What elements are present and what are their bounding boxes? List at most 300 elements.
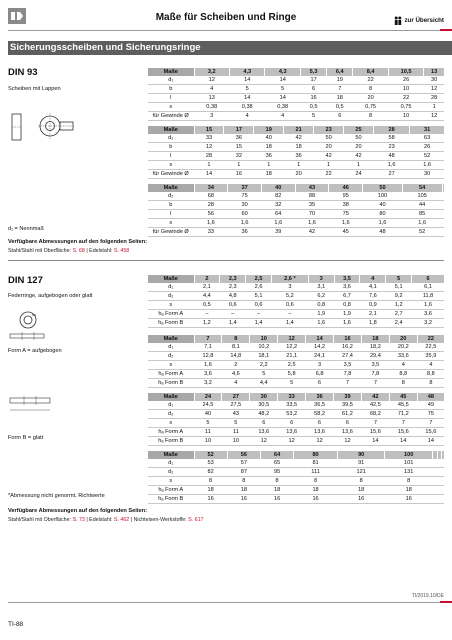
row-label: s <box>148 161 194 170</box>
table-cell: 48 <box>363 228 403 237</box>
table-cell: 20 <box>353 94 388 103</box>
table-cell: 11,8 <box>412 292 444 301</box>
table-cell: 12 <box>424 85 444 94</box>
din93-link-stainless[interactable]: S. 458 <box>113 248 130 254</box>
table-cell: 3,5 <box>334 275 360 283</box>
table-cell: 1,6 <box>363 219 403 228</box>
table-cell: 8 <box>417 379 444 388</box>
table-cell: 10 <box>194 437 222 446</box>
table-cell: 14 <box>417 437 444 446</box>
table-cell: 20 <box>314 143 344 152</box>
row-label: Maße <box>148 275 194 283</box>
table-cell: 30 <box>424 76 444 85</box>
table-cell: 95 <box>260 468 293 477</box>
table-cell: 18,1 <box>250 352 278 361</box>
table-cell: 1,9 <box>308 310 334 319</box>
table-cell: 6 <box>300 85 326 94</box>
table-cell: 33 <box>278 393 306 401</box>
table-cell: – <box>194 310 220 319</box>
table-cell: 33,5 <box>278 401 306 410</box>
table-cell: 48 <box>417 393 444 401</box>
table-cell: 21 <box>284 126 314 134</box>
table-cell: 8 <box>389 379 417 388</box>
table-cell: 36 <box>254 152 284 161</box>
table-cell: 7,8 <box>334 370 362 379</box>
din127-link-steel[interactable]: S. 73 <box>72 517 85 523</box>
table-cell: 8 <box>294 477 338 486</box>
table-cell <box>442 228 444 237</box>
din93-link-steel[interactable]: S. 68 <box>72 248 85 254</box>
table-cell: 6 <box>306 419 334 428</box>
table-cell: 32 <box>261 201 295 210</box>
table-cell: 39 <box>334 393 362 401</box>
row-label: hₐ Form A <box>148 428 194 437</box>
table-row <box>148 379 444 388</box>
table-cell: 16 <box>334 335 362 343</box>
din93-avail-line <box>8 248 129 254</box>
table-cell: 2,3 <box>220 275 246 283</box>
table-cell: 0,38 <box>194 103 229 112</box>
table-cell: 16 <box>227 495 260 504</box>
table-cell: 14,8 <box>222 352 250 361</box>
table-cell: 6,8 <box>306 370 334 379</box>
table-cell: 40 <box>254 134 284 143</box>
table-row <box>148 319 444 328</box>
table-cell: 48 <box>373 152 409 161</box>
header-divider <box>8 30 452 31</box>
table-cell: 1 <box>424 103 444 112</box>
table-row <box>148 283 444 292</box>
table-cell: 4,8 <box>220 292 246 301</box>
table-cell: 33 <box>194 228 228 237</box>
footer-accent-bar <box>440 601 452 603</box>
row-label: b <box>148 85 194 94</box>
row-label: d₁ <box>148 76 194 85</box>
table-cell: 48,2 <box>250 410 278 419</box>
table-cell: 13,6 <box>250 428 278 437</box>
table-cell: 25 <box>344 126 374 134</box>
table-cell: 36 <box>224 134 254 143</box>
table-cell: 16 <box>294 495 338 504</box>
table-cell: 7 <box>389 419 417 428</box>
table-row <box>148 401 444 410</box>
table-header-row <box>148 451 444 459</box>
table-cell: 0,38 <box>265 103 300 112</box>
table-cell: 31 <box>410 126 444 134</box>
table-cell: 4,4 <box>250 379 278 388</box>
table-cell: 95 <box>329 192 363 201</box>
row-label: d₂ <box>148 192 194 201</box>
table-cell: 14,2 <box>306 343 334 352</box>
table-row <box>148 410 444 419</box>
table-cell: 19 <box>254 126 284 134</box>
table-row <box>148 103 444 112</box>
table-cell: 8 <box>222 335 250 343</box>
table-cell: 17 <box>224 126 254 134</box>
table-cell: 49 <box>417 401 444 410</box>
table-cell: 8,1 <box>222 343 250 352</box>
table-cell: 42,5 <box>361 401 389 410</box>
table-cell: 44 <box>402 201 442 210</box>
row-label: d₂ <box>148 352 194 361</box>
table-cell: 18 <box>327 94 353 103</box>
table-cell: 3,5 <box>361 361 389 370</box>
table-row <box>148 301 444 310</box>
din127-avail-sep2: | Nichteisen-Werkstoffe: <box>129 517 189 523</box>
table-cell: 0,5 <box>194 301 220 310</box>
table-row <box>148 112 444 121</box>
row-label: s <box>148 103 194 112</box>
table-cell: 3 <box>271 283 308 292</box>
table-cell: 46 <box>329 184 363 192</box>
table-cell: 12 <box>250 437 278 446</box>
table-cell: 15,6 <box>389 428 417 437</box>
table-cell: 12 <box>334 437 362 446</box>
row-label: für Gewinde Ø <box>148 112 194 121</box>
din93-table-2 <box>148 126 444 179</box>
table-cell: 14 <box>194 170 224 179</box>
table-cell: 1,6 <box>412 301 444 310</box>
table-header-row <box>148 126 444 134</box>
table-cell: 16 <box>385 495 433 504</box>
table-cell: 13,6 <box>334 428 362 437</box>
row-label: hₐ Form A <box>148 486 194 495</box>
table-cell: 61,2 <box>334 410 362 419</box>
table-cell: 4 <box>229 112 264 121</box>
table-cell: 4,4 <box>194 292 220 301</box>
table-row <box>148 134 444 143</box>
table-cell: 42 <box>295 228 329 237</box>
table-cell <box>442 477 444 486</box>
din127-form-b-drawing <box>8 394 68 428</box>
table-cell: 1,6 <box>402 219 442 228</box>
din93-title: DIN 93 <box>8 67 38 78</box>
table-cell: 18 <box>260 486 293 495</box>
table-cell: 8 <box>337 477 385 486</box>
row-label: d₂ <box>148 134 194 143</box>
table-cell <box>442 210 444 219</box>
table-cell: 6 <box>250 419 278 428</box>
row-label: s <box>148 219 194 228</box>
table-cell: 14 <box>229 76 264 85</box>
table-cell: 8 <box>353 85 388 94</box>
table-cell: 18 <box>227 486 260 495</box>
table-cell: 56 <box>227 451 260 459</box>
table-cell: 4,1 <box>360 283 386 292</box>
table-cell: 8 <box>227 477 260 486</box>
table-row <box>148 310 444 319</box>
row-label: d₂ <box>148 292 194 301</box>
overview-link[interactable] <box>394 16 444 25</box>
row-label: für Gewinde Ø <box>148 228 194 237</box>
din93-table-3 <box>148 184 444 237</box>
table-cell: – <box>271 310 308 319</box>
table-cell: 18 <box>361 335 389 343</box>
people-icon <box>394 16 402 25</box>
table-cell: 3,2 <box>194 379 222 388</box>
din93-nominal-label: d₁ = Nennmaß <box>8 226 44 232</box>
table-cell: 5 <box>278 379 306 388</box>
table-row <box>148 428 444 437</box>
table-cell: 36 <box>306 393 334 401</box>
table-row <box>148 228 444 237</box>
table-cell: 52 <box>194 451 227 459</box>
table-cell: 6 <box>278 419 306 428</box>
table-cell: 64 <box>260 451 293 459</box>
table-row <box>148 361 444 370</box>
table-cell: 5 <box>229 85 264 94</box>
table-cell: 20 <box>284 170 314 179</box>
din127-form-a-drawing <box>8 310 68 344</box>
din127-avail-line <box>8 517 203 523</box>
table-cell: 3,1 <box>308 283 334 292</box>
table-cell: 16,2 <box>334 343 362 352</box>
table-cell: 5,1 <box>246 292 272 301</box>
table-cell: 11 <box>222 428 250 437</box>
table-cell: 43 <box>295 184 329 192</box>
table-cell: 8 <box>260 477 293 486</box>
table-cell: 36 <box>284 152 314 161</box>
table-cell: 21,1 <box>278 352 306 361</box>
table-cell: 28 <box>373 126 409 134</box>
table-cell: 50 <box>314 134 344 143</box>
din127-avail-title: Verfügbare Abmessungen auf den folgenden Seiten: <box>8 508 148 514</box>
din127-link-stainless[interactable]: S. 462 <box>113 517 130 523</box>
table-cell: 1 <box>254 161 284 170</box>
table-cell: 45 <box>389 393 417 401</box>
row-label: s <box>148 361 194 370</box>
table-cell: 12 <box>424 112 444 121</box>
table-cell: 12 <box>194 143 224 152</box>
table-cell: 3 <box>306 361 334 370</box>
table-cell: 5,2 <box>271 292 308 301</box>
table-cell: 13 <box>194 94 229 103</box>
table-cell: 5 <box>300 112 326 121</box>
table-cell: 42 <box>284 134 314 143</box>
table-cell: 33 <box>194 134 224 143</box>
din127-table-2 <box>148 335 444 388</box>
table-cell: 7 <box>194 335 222 343</box>
table-cell: 28 <box>194 152 224 161</box>
table-cell: 14 <box>361 437 389 446</box>
table-cell: 100 <box>385 451 433 459</box>
table-cell <box>442 451 444 459</box>
table-cell: 4 <box>360 275 386 283</box>
table-cell: 10 <box>222 437 250 446</box>
table-cell: 30 <box>228 201 262 210</box>
table-cell: 101 <box>385 459 433 468</box>
table-cell: 40 <box>261 184 295 192</box>
table-cell: 19 <box>327 76 353 85</box>
din127-link-nonferrous[interactable]: S. 617 <box>188 517 204 523</box>
table-cell: 6,2 <box>308 292 334 301</box>
table-cell: 18 <box>337 486 385 495</box>
table-cell: 14 <box>389 437 417 446</box>
table-cell: 6 <box>306 379 334 388</box>
table-cell: 22,5 <box>417 343 444 352</box>
table-cell: 1,6 <box>261 219 295 228</box>
table-cell <box>442 495 444 504</box>
table-cell: 14 <box>229 94 264 103</box>
table-cell: 2,3 <box>220 283 246 292</box>
table-cell: 7 <box>361 419 389 428</box>
row-label: s <box>148 301 194 310</box>
table-cell: 29,4 <box>361 352 389 361</box>
table-cell: 1,6 <box>410 161 444 170</box>
table-cell: 0,75 <box>388 103 423 112</box>
table-cell: 60 <box>228 210 262 219</box>
table-row <box>148 219 444 228</box>
table-cell: 3,2 <box>412 319 444 328</box>
table-cell: 1 <box>224 161 254 170</box>
table-cell: 100 <box>363 192 403 201</box>
table-cell: 27,5 <box>222 401 250 410</box>
table-cell: 65 <box>260 459 293 468</box>
din127-avail-sep1: | Edelstahl: <box>84 517 114 523</box>
table-cell: 22 <box>417 335 444 343</box>
table-cell: 10 <box>250 335 278 343</box>
table-cell: 7,8 <box>361 370 389 379</box>
table-cell: 4 <box>417 361 444 370</box>
row-label: l <box>148 210 194 219</box>
table-cell: 1,4 <box>271 319 308 328</box>
table-row <box>148 210 444 219</box>
din127-form-a-label: Form A = aufgebogen <box>8 348 62 354</box>
table-cell: 5 <box>194 419 222 428</box>
table-cell: 14 <box>306 335 334 343</box>
row-label: d₁ <box>148 283 194 292</box>
table-cell: 88 <box>295 192 329 201</box>
table-cell: 26 <box>388 76 423 85</box>
table-cell: 2,2 <box>250 361 278 370</box>
table-cell: 45,5 <box>389 401 417 410</box>
row-label: hₐ Form B <box>148 379 194 388</box>
table-row <box>148 370 444 379</box>
table-cell: 7,6 <box>360 292 386 301</box>
table-cell: 3,2 <box>194 68 229 76</box>
table-cell: 8,4 <box>353 68 388 76</box>
table-cell: 57 <box>227 459 260 468</box>
row-label: Maße <box>148 335 194 343</box>
table-cell: 24 <box>344 170 374 179</box>
table-cell: 1,9 <box>334 310 360 319</box>
table-cell <box>442 468 444 477</box>
table-cell: 18 <box>254 143 284 152</box>
table-cell: 7 <box>334 379 362 388</box>
table-cell: 14 <box>265 76 300 85</box>
table-cell: 18,2 <box>361 343 389 352</box>
table-cell: 53,2 <box>278 410 306 419</box>
table-cell: 35,9 <box>417 352 444 361</box>
table-cell: 39 <box>261 228 295 237</box>
table-row <box>148 419 444 428</box>
table-cell: 131 <box>385 468 433 477</box>
table-cell: 43 <box>222 410 250 419</box>
row-label: l <box>148 94 194 103</box>
table-cell: 1,4 <box>246 319 272 328</box>
table-cell: 6 <box>334 419 362 428</box>
table-row <box>148 94 444 103</box>
table-cell: 2,5 <box>278 361 306 370</box>
table-cell: 2,6 <box>246 283 272 292</box>
din127-footnote: *Abmessung nicht genormt, Richtwerte <box>8 493 105 499</box>
row-label: hₐ Form A <box>148 370 194 379</box>
din127-table-3 <box>148 393 444 446</box>
row-label: b <box>148 201 194 210</box>
table-cell: 18 <box>284 143 314 152</box>
table-cell: 1 <box>284 161 314 170</box>
table-cell: 3 <box>308 275 334 283</box>
table-cell: 82 <box>194 468 227 477</box>
table-row <box>148 437 444 446</box>
page-title: Maße für Scheiben und Ringe <box>155 12 297 23</box>
din93-avail-title: Verfügbare Abmessungen auf den folgenden Seiten: <box>8 239 148 245</box>
table-cell: 5,3 <box>300 68 326 76</box>
table-cell: 75 <box>228 192 262 201</box>
table-header-row <box>148 335 444 343</box>
table-row <box>148 76 444 85</box>
table-row <box>148 170 444 179</box>
table-cell: 0,6 <box>271 301 308 310</box>
table-cell: 81 <box>294 459 338 468</box>
table-cell: 40 <box>363 201 403 210</box>
table-cell: 4 <box>389 361 417 370</box>
table-cell: 1,6 <box>228 219 262 228</box>
table-cell: 58,2 <box>306 410 334 419</box>
din127-title: DIN 127 <box>8 275 43 286</box>
table-cell: 22 <box>353 76 388 85</box>
table-cell <box>442 192 444 201</box>
table-cell: 5 <box>222 419 250 428</box>
table-cell: 18 <box>194 486 227 495</box>
table-cell: 0,6 <box>246 301 272 310</box>
table-cell: 3,6 <box>194 370 222 379</box>
table-cell: 27 <box>373 170 409 179</box>
table-cell: 80 <box>363 210 403 219</box>
row-label: Maße <box>148 393 194 401</box>
table-cell: 8 <box>385 477 433 486</box>
table-cell: 30 <box>250 393 278 401</box>
row-label: s <box>148 419 194 428</box>
row-label: hₐ Form B <box>148 437 194 446</box>
table-cell: 36,5 <box>306 401 334 410</box>
table-cell: 11 <box>194 428 222 437</box>
table-cell: 4 <box>222 379 250 388</box>
table-cell: 13,6 <box>306 428 334 437</box>
table-cell: 52 <box>402 228 442 237</box>
table-cell: 5 <box>265 85 300 94</box>
table-cell <box>442 459 444 468</box>
table-cell: 0,6 <box>220 301 246 310</box>
table-row <box>148 459 444 468</box>
row-label: hₐ Form B <box>148 319 194 328</box>
table-cell: 4 <box>194 85 229 94</box>
table-cell: 3,6 <box>334 283 360 292</box>
table-cell: 4,3 <box>229 68 264 76</box>
table-cell: 1,6 <box>308 319 334 328</box>
table-row <box>148 343 444 352</box>
table-cell <box>442 219 444 228</box>
table-cell: 105 <box>402 192 442 201</box>
table-cell: 26 <box>410 143 444 152</box>
table-cell: 5 <box>250 370 278 379</box>
table-cell: 6,7 <box>334 292 360 301</box>
table-cell: 28 <box>424 94 444 103</box>
table-cell: 1 <box>314 161 344 170</box>
table-row <box>148 468 444 477</box>
din127-table-1 <box>148 275 444 328</box>
table-cell: 8,8 <box>417 370 444 379</box>
